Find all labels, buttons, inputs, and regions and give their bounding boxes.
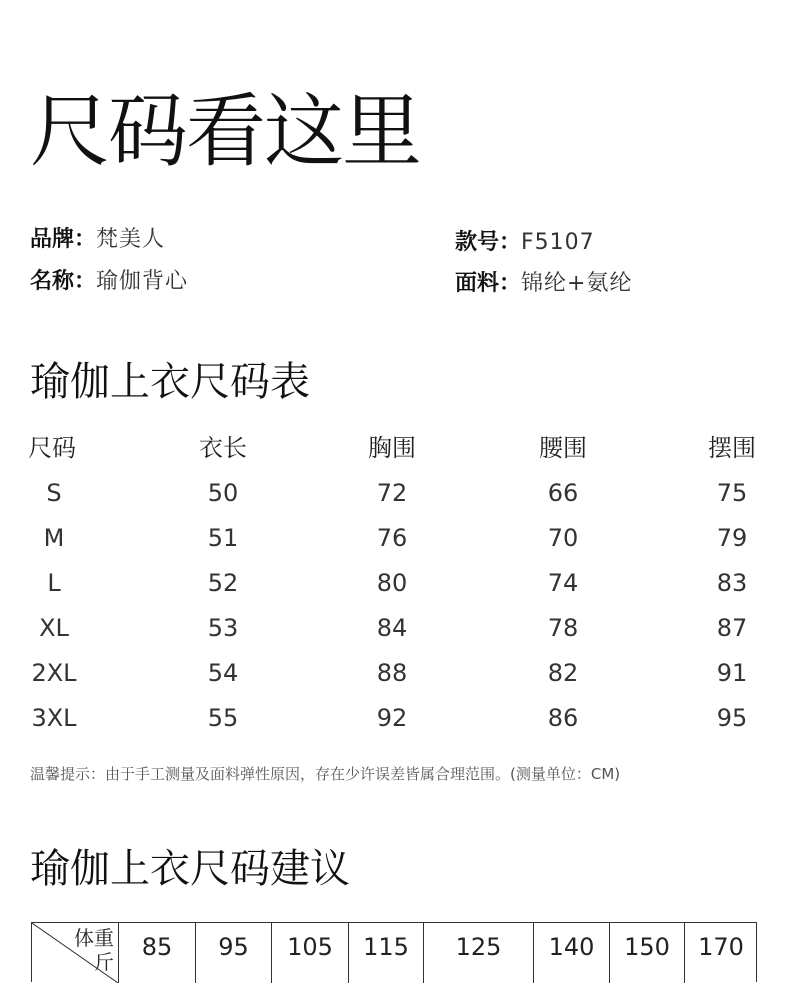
- weight-cell: 140: [533, 923, 609, 983]
- header-size: 尺码: [28, 434, 76, 462]
- length-cell: 50: [207, 479, 239, 507]
- table-row: [30, 516, 770, 561]
- length-cell: 53: [207, 614, 239, 642]
- fabric-row: [455, 269, 632, 299]
- size-cell: XL: [39, 614, 69, 642]
- name-label: 名称：: [30, 269, 97, 294]
- weight-cell: 170: [684, 923, 757, 983]
- page-title: 尺码看这里: [30, 85, 420, 178]
- measurement-note: 温馨提示：由于手工测量及面料弹性原因，存在少许误差皆属合理范围。(测量单位：CM): [30, 765, 621, 783]
- chest-cell: 72: [376, 479, 408, 507]
- weight-cell: 150: [609, 923, 684, 983]
- size-cell: L: [47, 569, 61, 597]
- style-label: 款号：: [455, 230, 522, 255]
- weight-cell: 125: [423, 923, 533, 983]
- brand-value: 梵美人: [96, 227, 166, 252]
- weight-cell: 105: [271, 923, 348, 983]
- table-row: [30, 651, 770, 696]
- hem-cell: 87: [716, 614, 748, 642]
- brand-label: 品牌：: [30, 227, 97, 252]
- hem-cell: 95: [716, 704, 748, 732]
- size-recommendation-title: 瑜伽上衣尺码建议: [30, 846, 350, 892]
- header-waist: 腰围: [539, 434, 587, 462]
- table-row: [30, 471, 770, 516]
- hem-cell: 79: [716, 524, 748, 552]
- waist-cell: 70: [547, 524, 579, 552]
- chest-cell: 84: [376, 614, 408, 642]
- hem-cell: 75: [716, 479, 748, 507]
- size-cell: S: [46, 479, 62, 507]
- size-recommendation-table: [31, 922, 757, 982]
- weight-header-label: 体重 斤: [74, 926, 114, 974]
- table-row: [30, 561, 770, 606]
- length-cell: 52: [207, 569, 239, 597]
- brand-row: [30, 225, 165, 255]
- style-value: F5107: [521, 230, 595, 255]
- waist-cell: 86: [547, 704, 579, 732]
- fabric-label: 面料：: [455, 271, 522, 296]
- size-cell: M: [43, 524, 65, 552]
- waist-cell: 82: [547, 659, 579, 687]
- header-length: 衣长: [199, 434, 247, 462]
- hem-cell: 83: [716, 569, 748, 597]
- style-row: [455, 228, 595, 258]
- fabric-value: 锦纶+氨纶: [521, 271, 633, 296]
- header-chest: 胸围: [368, 434, 416, 462]
- length-cell: 54: [207, 659, 239, 687]
- weight-header-cell: [32, 923, 118, 983]
- weight-cell: 85: [118, 923, 195, 983]
- name-value: 瑜伽背心: [96, 269, 189, 294]
- waist-cell: 74: [547, 569, 579, 597]
- size-cell: 2XL: [31, 659, 77, 687]
- weight-cell: 95: [195, 923, 271, 983]
- chest-cell: 92: [376, 704, 408, 732]
- size-chart-header-row: [30, 428, 770, 471]
- hem-cell: 91: [716, 659, 748, 687]
- size-cell: 3XL: [31, 704, 77, 732]
- header-hem: 摆围: [708, 434, 756, 462]
- chest-cell: 76: [376, 524, 408, 552]
- waist-cell: 66: [547, 479, 579, 507]
- size-chart-title: 瑜伽上衣尺码表: [30, 359, 310, 405]
- waist-cell: 78: [547, 614, 579, 642]
- name-row: [30, 267, 188, 297]
- chest-cell: 80: [376, 569, 408, 597]
- size-chart-table: [30, 428, 770, 741]
- table-row: [30, 696, 770, 741]
- table-row: [30, 606, 770, 651]
- chest-cell: 88: [376, 659, 408, 687]
- weight-cell: 115: [348, 923, 423, 983]
- length-cell: 55: [207, 704, 239, 732]
- length-cell: 51: [207, 524, 239, 552]
